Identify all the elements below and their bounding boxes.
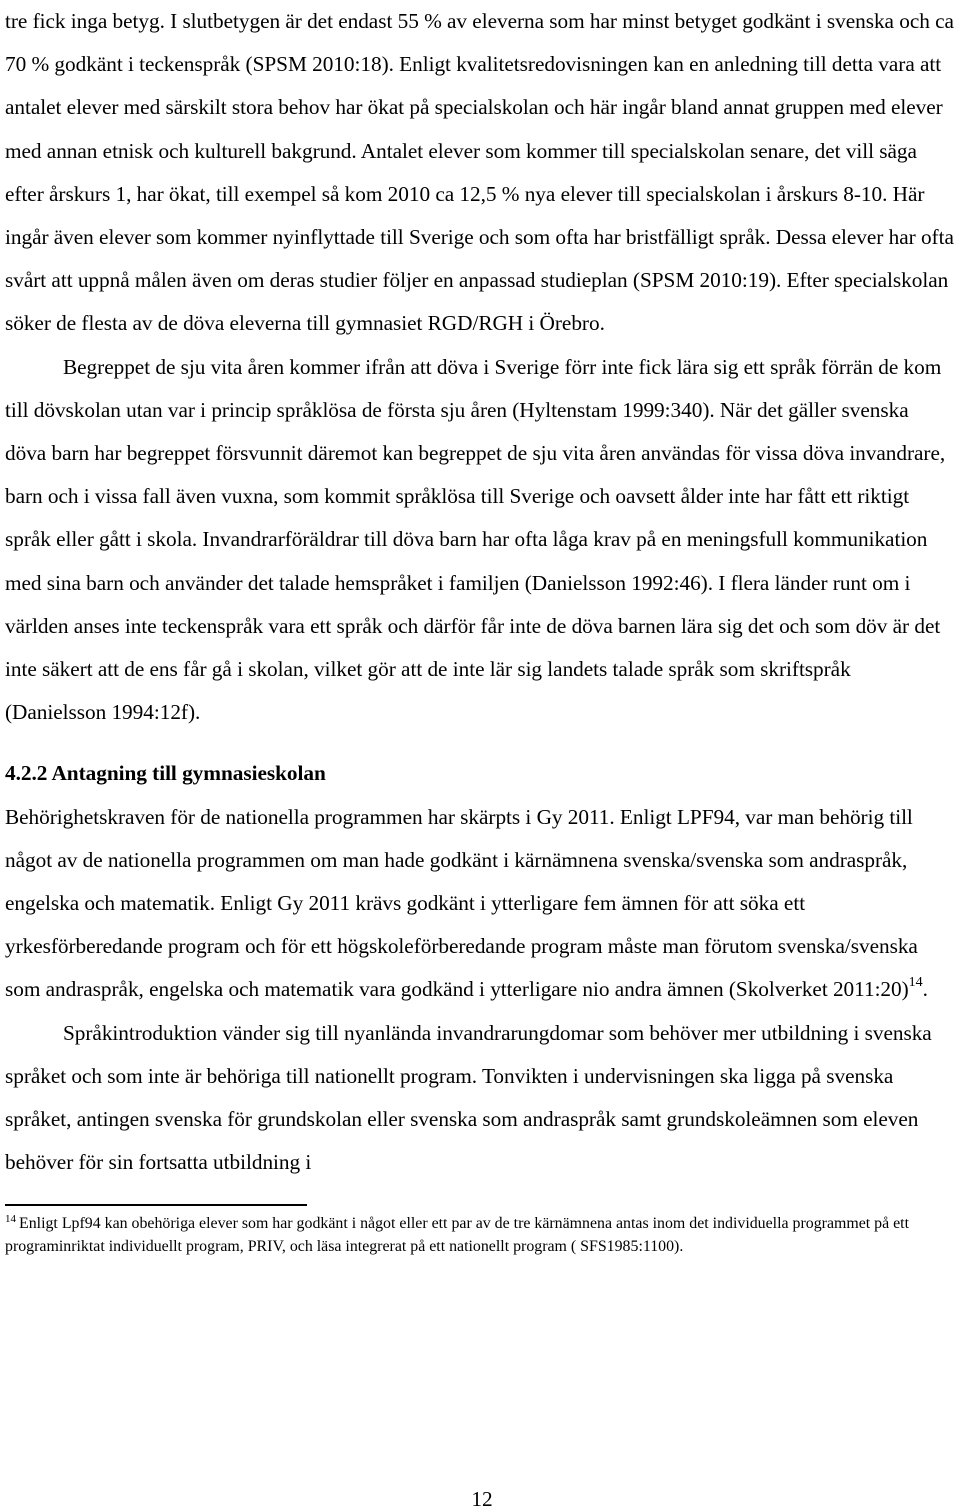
paragraph-admission-end: . (922, 977, 928, 1002)
paragraph-seven-white-years: Begreppet de sju vita åren kommer ifrån att döva i Sverige förr inte fick lära sig ett språk förrän de kom till dövskolan utan var i princip språklösa de första sju åren (Hyltenstam 1999:340). När det gäller svenska döva barn har begreppet försvunnit däremot kan begreppet de sju vita åren användas för vissa döva invandrare, barn och i vissa fall även vuxna, som kommit språklösa till Sverige och oavsett ålder inte har fått ett riktigt språk eller gått i skola. Invandrarföräldrar till döva barn har ofta låga krav på en meningsfull kommunikation med sina barn och använder det talade hemspråket i familjen (Danielsson 1992:46). I flera länder runt om i världen anses inte teckenspråk vara ett språk och därför får inte de döva barnen lära sig det och som döv är det inte säkert att de ens får gå i skolan, vilket gör att de inte lär sig landets talade språk som skriftspråk (Danielsson 1994:12f). (5, 354, 946, 725)
paragraph-language-introduction: Språkintroduktion vänder sig till nyanlända invandrarungdomar som behöver mer utbildning i svenska språket och som inte är behöriga till nationellt program. Tonvikten i undervisningen ska ligga på svenska språket, antingen svenska för grundskolan eller svenska som andraspråk samt grundskoleämnen som eleven behöver för sin fortsatta utbildning i (5, 1020, 932, 1175)
section-number: 4.2.2 (5, 761, 48, 786)
paragraph-continuation: tre fick inga betyg. I slutbetygen är det endast 55 % av eleverna som har minst betyget godkänt i svenska och ca 70 % godkänt i teckenspråk (SPSM 2010:18). Enligt kvalitetsredovisningen kan en anledning till detta vara att antalet elever med särskilt stora behov har ökat på specialskolan och här ingår bland annat gruppen med elever med annan etnisk och kulturell bakgrund. Antalet elever som kommer till specialskolan senare, det vill säga efter årskurs 1, har ökat, till exempel så kom 2010 ca 12,5 % nya elever till specialskolan i årskurs 8-10. Här ingår även elever som kommer nyinflyttade till Sverige och som ofta har bristfälligt språk. Dessa elever har ofta svårt att uppnå målen även om deras studier följer en anpassad studieplan (SPSM 2010:19). Efter specialskolan söker de flesta av de döva eleverna till gymnasiet RGD/RGH i Örebro. (5, 9, 954, 336)
footnote (5, 1212, 955, 1259)
section-title: Antagning till gymnasieskolan (51, 761, 326, 786)
footnote-reference[interactable]: 14 (908, 975, 923, 991)
footnote-divider (5, 1204, 307, 1205)
section-heading (5, 752, 955, 795)
paragraph-admission-requirements (5, 796, 955, 1012)
body-text (5, 0, 955, 1184)
footnote-text: Enligt Lpf94 kan obehöriga elever som har godkänt i något eller ett par av de tre kärnämnena antas inom det individuella programmet på ett programinriktat individuellt program, PRIV, och läsa integrerat på ett nationellt program ( SFS1985:1100). (5, 1214, 910, 1256)
document-page (5, 0, 955, 1259)
footnote-mark: 14 (5, 1212, 16, 1225)
page-number: 12 (471, 1487, 493, 1511)
paragraph-admission-text: Behörighetskraven för de nationella programmen har skärpts i Gy 2011. Enligt LPF94, var man behörig till något av de nationella programmen om man hade godkänt i kärnämnena svenska/svenska som andraspråk, engelska och matematik. Enligt Gy 2011 krävs godkänt i ytterligare fem ämnen för att söka ett yrkesförberedande program och för ett högskoleförberedande program måste man förutom svenska/svenska som andraspråk, engelska och matematik vara godkänd i ytterligare nio andra ämnen (Skolverket 2011:20) (5, 804, 918, 1002)
